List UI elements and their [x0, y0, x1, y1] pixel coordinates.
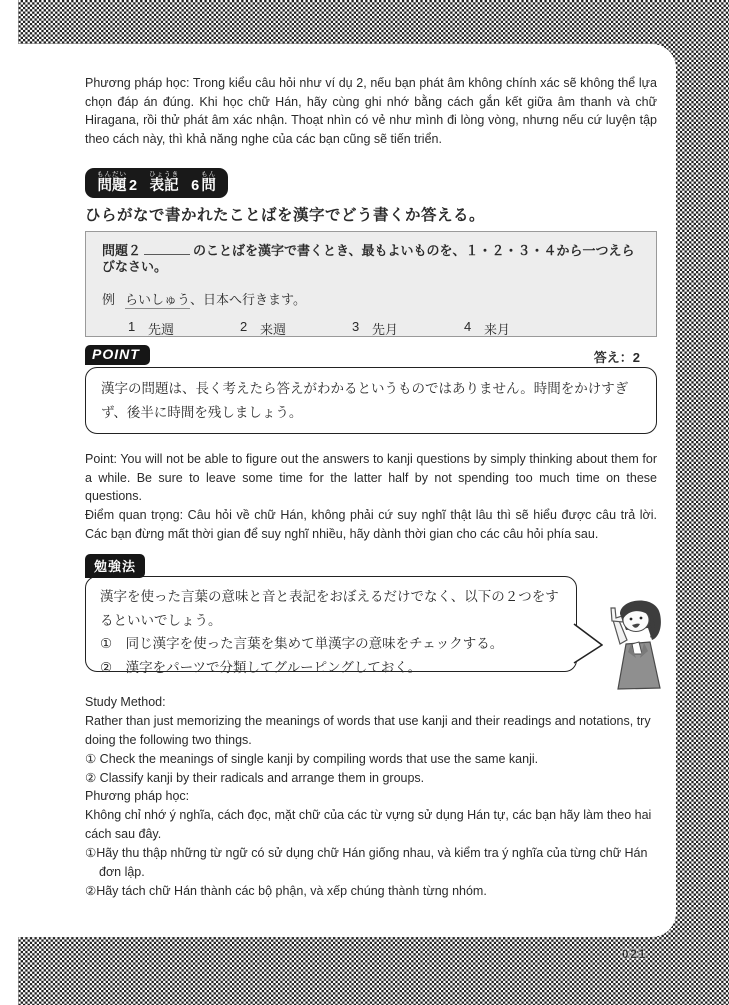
study-method-vn-heading: Phương pháp học: [85, 789, 190, 803]
ruby-mon [201, 171, 216, 194]
option-3-text: 先月 [372, 322, 399, 337]
study-method-badge: 勉強法 [85, 554, 145, 578]
base-mon: 問 [201, 178, 216, 194]
point-badge-row [85, 345, 657, 365]
question-count-number: 6 [191, 178, 200, 194]
study-method-badge-row [85, 554, 657, 578]
point-paragraph-english: Point: You will not be able to figure out the answers to kanji questions by simply thinking about them for a while. Be sure to leave some time for the latter half by not spending too much time on these questions. [85, 452, 657, 503]
option-2-text: 来週 [260, 322, 287, 337]
base-mondai: 問題 [97, 178, 127, 194]
option-1 [128, 319, 240, 338]
question-instruction: のことばを漢字で書くとき、最もよいものを、１・２・３・４から一つえらびなさい。 [102, 243, 635, 274]
option-4 [464, 319, 576, 338]
page-number: 021 [622, 949, 648, 961]
section-badge [85, 168, 228, 198]
example-underlined-word: らいしゅう [125, 292, 191, 307]
teacher-woman-pointing-illustration [598, 592, 676, 692]
point-badge: POINT [85, 345, 150, 365]
study-method-english-block [85, 693, 657, 788]
bubble-item-2: ② 漢字をパーツで分類してグルーピングしておく。 [100, 659, 422, 675]
ruby-mondai [97, 171, 127, 194]
option-2 [240, 319, 352, 338]
question-instruction-line [102, 243, 640, 275]
example-sentence [102, 289, 640, 308]
bubble-intro: 漢字を使った言葉の意味と音と表記をおぼえるだけでなく、以下の２つをするといいでしょう。 [100, 589, 559, 628]
option-4-number: 4 [464, 319, 472, 334]
point-paragraph-vietnamese: Điểm quan trọng: Câu hỏi về chữ Hán, không phải cứ suy nghĩ thật lâu thì sẽ hiểu được câu trả lời. Các bạn đừng mất thời gian để suy nghĩ nhiều, hãy dành thời gian cho các câu hỏi phía sau. [85, 508, 657, 541]
study-method-en-intro: Rather than just memorizing the meanings of words that use kanji and their readings and notations, try doing the following two things. [85, 714, 651, 747]
option-1-text: 先週 [148, 322, 175, 337]
option-2-number: 2 [240, 319, 248, 334]
study-method-en-item-2: ② Classify kanji by their radicals and arrange them in groups. [85, 771, 425, 785]
section-number: 2 [129, 178, 138, 194]
furigana-hyoki: ひょうき [149, 171, 180, 178]
ruby-hyoki [149, 171, 179, 194]
intro-paragraph-vietnamese: Phương pháp học: Trong kiểu câu hỏi như ví dụ 2, nếu bạn phát âm không chính xác sẽ không thể lựa chọn đáp án đúng. Khi học chữ Hán, hãy cùng ghi nhớ bằng cách gắn kết giữa âm thanh và chữ Hiragana, rồi thử phát âm xác nhận. Thoạt nhìn có vẻ như mình đi lòng vòng, nhưng nếu cứ luyện tập theo cách này, thì khả năng nghe của các bạn cũng sẽ tiến triển. [85, 76, 657, 146]
page-content [85, 0, 657, 898]
option-4-text: 来月 [484, 322, 511, 337]
furigana-mon: もん [201, 171, 217, 178]
answer-text: 答え：2 [593, 350, 640, 365]
section-badge-row [85, 163, 657, 198]
section-heading: ひらがなで書かれたことばを漢字でどう書くか答える。 [85, 207, 486, 224]
study-method-en-heading: Study Method: [85, 695, 166, 709]
option-1-number: 1 [128, 319, 136, 334]
study-method-vietnamese-block [85, 787, 657, 901]
study-method-vn-intro: Không chỉ nhớ ý nghĩa, cách đọc, mặt chữ của các từ vựng sử dụng Hán tự, các bạn hãy làm theo hai cách sau đây. [85, 808, 652, 841]
study-method-speech-bubble [85, 576, 577, 675]
example-label: 例 [102, 292, 116, 307]
option-3-number: 3 [352, 319, 360, 334]
option-3 [352, 319, 464, 338]
base-hyoki: 表記 [149, 178, 179, 194]
answer-options [102, 319, 640, 338]
study-method-vn-item-2: ②Hãy tách chữ Hán thành các bộ phận, và xếp chúng thành từng nhóm. [85, 884, 487, 898]
question-label: 問題２ [102, 243, 142, 258]
example-rest: 、日本へ行きます。 [190, 292, 306, 307]
blank-underline [144, 243, 190, 255]
bubble-item-1: ① 同じ漢字を使った言葉を集めて単漢字の意味をチェックする。 [100, 636, 504, 651]
point-box-japanese: 漢字の問題は、長く考えたら答えがわかるというものではありません。時間をかけすぎず、後半に時間を残しましょう。 [85, 367, 657, 434]
study-method-en-item-1: ① Check the meanings of single kanji by compiling words that use the same kanji. [85, 752, 539, 766]
furigana-mondai: もんだい [97, 171, 127, 178]
study-method-vn-item-1: ①Hãy thu thập những từ ngữ có sử dụng chữ Hán giống nhau, và kiểm tra ý nghĩa của từng chữ Hán đơn lập. [85, 846, 648, 879]
